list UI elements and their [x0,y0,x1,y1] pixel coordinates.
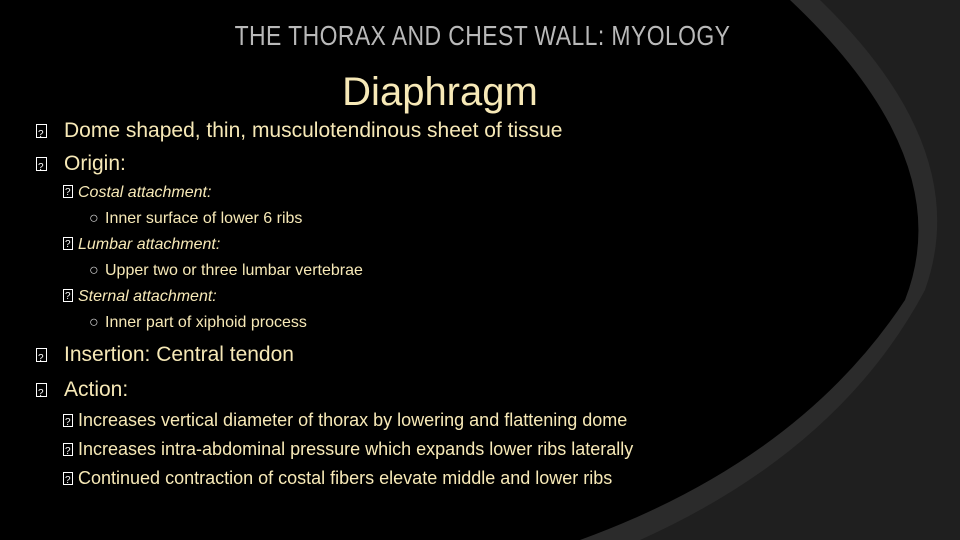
bullet-icon [63,237,73,250]
bullet-icon [36,348,47,362]
bullet-icon [36,124,47,138]
origin-costal-detail: ○ Inner surface of lower 6 ribs [89,210,303,227]
slide-title: Diaphragm [342,70,538,114]
slide: THE THORAX AND CHEST WALL: MYOLOGY Diaphragm ? Dome shaped, thin, musculotendinous sheet of tissue ? Origin: ?Costal attachment: ○ Inner surface of lower 6 ribs ?Lumbar attachment: ○ Upper two or three lumbar vertebrae ?Sternal attachment: ○ Inner part of xiphoid process ? Insertion: Central tendon ? Action: ?Increases vertical diameter of thorax by lowering and flattening dome ?Increases intra-abdominal pressure which expands lower ribs laterally ?Continued contraction of costal fibers elevate middle and lower ribs [0,0,960,540]
bullet-icon [36,157,47,171]
action-item: ?Increases vertical diameter of thorax by lowering and flattening dome [63,409,627,431]
origin-costal: ?Costal attachment: [63,183,211,203]
action-item: ?Continued contraction of costal fibers elevate middle and lower ribs [63,467,612,489]
bullet-icon [63,185,73,198]
origin-lumbar: ?Lumbar attachment: [63,235,220,255]
origin-lumbar-detail: ○ Upper two or three lumbar vertebrae [89,262,363,279]
origin-sternal: ?Sternal attachment: [63,287,217,307]
circle-bullet-icon: ○ [89,210,99,227]
bullet-icon [63,414,73,427]
bullet-icon [63,443,73,456]
bullet-icon [63,472,73,485]
slide-header: THE THORAX AND CHEST WALL: MYOLOGY [234,20,731,51]
action-item: ?Increases intra-abdominal pressure which expands lower ribs laterally [63,438,633,460]
bullet-icon [63,289,73,302]
origin-sternal-detail: ○ Inner part of xiphoid process [89,314,307,331]
circle-bullet-icon: ○ [89,314,99,331]
circle-bullet-icon: ○ [89,262,99,279]
bullet-icon [36,383,47,397]
